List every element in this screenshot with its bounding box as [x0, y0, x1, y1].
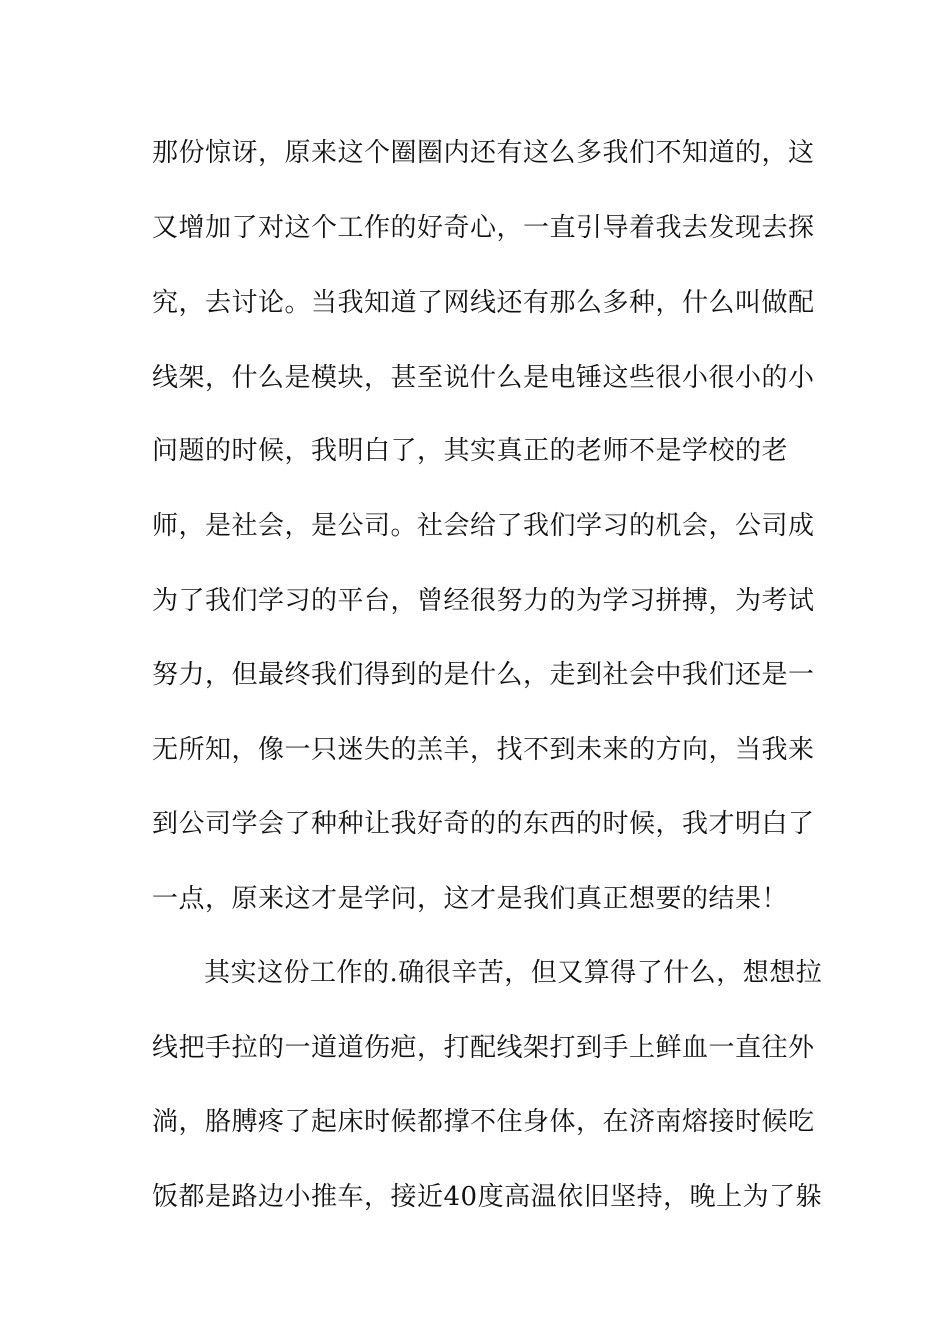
text-line: 饭都是路边小推车，接近40度高温依旧坚持，晚上为了躲: [152, 1182, 823, 1212]
text-line: 那份惊讶，原来这个圈圈内还有这么多我们不知道的，这: [152, 138, 815, 168]
text-line: 究，去讨论。当我知道了网线还有那么多种，什么叫做配: [152, 288, 815, 318]
text-line: 努力，但最终我们得到的是什么，走到社会中我们还是一: [152, 660, 815, 690]
text-line: 其实这份工作的.确很辛苦，但又算得了什么，想想拉: [204, 958, 823, 988]
text-line: 淌，胳膊疼了起床时候都撑不住身体，在济南熔接时候吃: [152, 1107, 815, 1137]
text-line: 线架，什么是模块，甚至说什么是电锤这些很小很小的小: [152, 363, 815, 393]
text-line: 无所知，像一只迷失的羔羊，找不到未来的方向，当我来: [152, 735, 815, 765]
text-line: 到公司学会了种种让我好奇的的东西的时候，我才明白了: [152, 809, 815, 839]
text-line: 师，是社会，是公司。社会给了我们学习的机会，公司成: [152, 511, 815, 541]
text-line: 线把手拉的一道道伤疤，打配线架打到手上鲜血一直往外: [152, 1033, 815, 1063]
text-line: 为了我们学习的平台，曾经很努力的为学习拼搏，为考试: [152, 586, 815, 616]
text-line: 又增加了对这个工作的好奇心，一直引导着我去发现去探: [152, 213, 815, 243]
text-line: 问题的时候，我明白了，其实真正的老师不是学校的老: [152, 436, 789, 466]
text-line: 一点，原来这才是学问，这才是我们真正想要的结果！: [152, 884, 789, 914]
